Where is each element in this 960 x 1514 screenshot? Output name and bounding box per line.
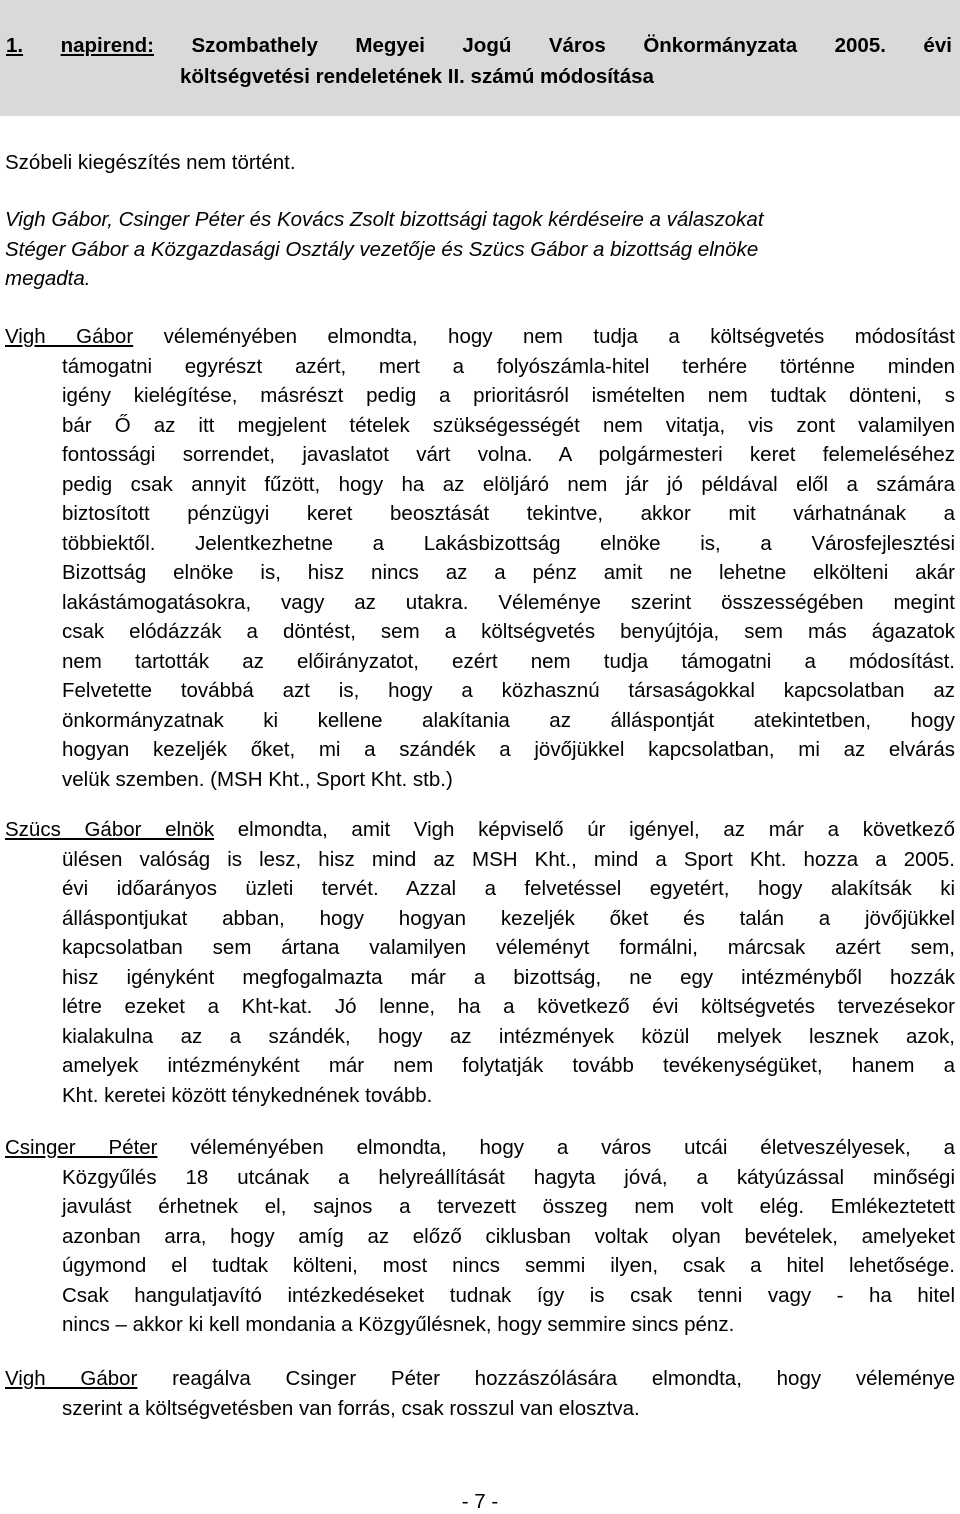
paragraph-line: úgymond el tudtak költeni, most nincs semmi ilyen, csak a hitel lehetősége. (62, 1254, 955, 1277)
paragraph-line: nem tartották az előirányzatot, ezért nem tudja támogatni a módosítást. (62, 649, 955, 673)
paragraph-line: fontossági sorrendet, javaslatot várt volna. A polgármesteri keret felemeléséhez (62, 443, 955, 466)
paragraph-first-line (5, 1364, 955, 1394)
answers-line: megadta. (5, 267, 91, 290)
paragraph-first-line (5, 815, 955, 845)
paragraph-line: hisz igényként megfogalmazta már a bizottság, ne egy intézményből hozzák (62, 965, 955, 989)
answers-line: Stéger Gábor a Közgazdasági Osztály vezetője és Szücs Gábor a bizottság elnöke (5, 237, 759, 261)
title-word: évi (923, 34, 952, 57)
paragraph-vigh-2 (5, 1364, 955, 1423)
paragraph-line: többiektől. Jelentkezhetne a Lakásbizottság elnöke is, a Városfejlesztési (62, 531, 955, 555)
paragraph-csinger (5, 1133, 955, 1340)
answers-paragraph (5, 205, 955, 294)
paragraph-line: Közgyűlés 18 utcának a helyreállítását hagyta jóvá, a kátyúzással minőségi (62, 1165, 955, 1189)
paragraph-line: létre ezeket a Kht-kat. Jó lenne, ha a következő évi költségvetés tervezésekor (62, 995, 955, 1018)
paragraph-line: Kht. keretei között ténykednének tovább. (62, 1083, 433, 1107)
paragraph-line-rest: reagálva Csinger Péter hozzászólására elmondta, hogy véleménye (137, 1367, 955, 1390)
intro-text: Szóbeli kiegészítés nem történt. (5, 151, 296, 174)
paragraph-line: biztosított pénzügyi keret beosztását tekintve, akkor mit várhatnának a (62, 502, 955, 525)
paragraph-line: évi időarányos üzleti tervét. Azzal a felvetéssel egyetért, hogy alakítsák ki (62, 877, 955, 900)
paragraph-line: támogatni egyrészt azért, mert a folyószámla-hitel terhére történne minden (62, 354, 955, 378)
paragraph-line: hogyan kezeljék őket, mi a szándék a jövőjükkel kapcsolatban, mi az elvárás (62, 738, 955, 761)
paragraph-line: önkormányzatnak ki kellene alakítania az álláspontját atekintetben, hogy (62, 708, 955, 732)
paragraph-vigh-1 (5, 322, 955, 794)
paragraph-line: álláspontjukat abban, hogy hogyan kezeljék őket és talán a jövőjükkel (62, 906, 955, 930)
title-word: Szombathely (191, 34, 318, 57)
paragraph-line-rest: véleményében elmondta, hogy nem tudja a költségvetés módosítást (133, 325, 955, 348)
paragraph-line: kapcsolatban sem ártana valamilyen véleményt formálni, márcsak azért sem, (62, 936, 955, 959)
paragraph-line: ülésen valóság is lesz, hisz mind az MSH Kht., mind a Sport Kht. hozza a 2005. (62, 847, 955, 871)
title-word: 2005. (834, 34, 886, 57)
page-number: - 7 - (461, 1490, 499, 1513)
paragraph-line: javulást érhetnek el, sajnos a tervezett összeg nem volt elég. Emlékeztetett (62, 1195, 955, 1218)
paragraph-line: pedig csak annyit fűzött, hogy ha az elöljáró nem jár jó példával elől a számára (62, 472, 955, 496)
paragraph-line: velük szemben. (MSH Kht., Sport Kht. stb.) (62, 767, 453, 791)
agenda-label: napirend: (60, 34, 154, 57)
paragraph-first-line (5, 1133, 955, 1163)
paragraph-szucs (5, 815, 955, 1110)
paragraph-line: Felvetette továbbá azt is, hogy a közhasznú társaságokkal kapcsolatban az (62, 679, 955, 702)
speaker-name: Szücs Gábor elnök (5, 818, 215, 841)
title-word: Megyei (355, 34, 425, 57)
paragraph-line: Csak hangulatjavító intézkedéseket tudnak így is csak tenni vagy - ha hitel (62, 1283, 955, 1307)
agenda-heading (6, 30, 952, 92)
paragraph-line: Bizottság elnöke is, hisz nincs az a pénz amit ne lehetne elkölteni akár (62, 561, 955, 584)
paragraph-line-rest: elmondta, amit Vigh képviselő úr igényel, az már a következő (214, 818, 955, 841)
paragraph-first-line (5, 322, 955, 352)
title-word: Jogú (462, 34, 512, 57)
paragraph-line: bár Ő az itt megjelent tételek szükségességét nem vitatja, vis zont valamilyen (62, 413, 955, 437)
speaker-name: Vigh Gábor (5, 1367, 138, 1390)
agenda-number: 1. (6, 34, 24, 57)
agenda-heading-line-2: költségvetési rendeletének II. számú módosítása (180, 65, 654, 88)
paragraph-line: csak elódázzák a döntést, sem a költségvetés benyújtója, sem más ágazatok (62, 620, 955, 643)
speaker-name: Vigh Gábor (5, 325, 134, 348)
title-word: Önkormányzata (643, 34, 798, 57)
answers-line: Vigh Gábor, Csinger Péter és Kovács Zsolt bizottsági tagok kérdéseire a válaszokat (5, 208, 764, 231)
agenda-heading-line-1 (6, 30, 952, 61)
paragraph-line: amelyek intézményként már nem folytatják tovább tevékenységüket, hanem a (62, 1054, 955, 1077)
paragraph-line: nincs – akkor ki kell mondania a Közgyűlésnek, hogy semmire sincs pénz. (62, 1313, 735, 1336)
title-word: Város (548, 34, 606, 57)
paragraph-line: igény kielégítése, másrészt pedig a prioritásról ismételten nem tudtak dönteni, s (62, 384, 955, 407)
paragraph-line-rest: véleményében elmondta, hogy a város utcái életveszélyesek, a (157, 1136, 955, 1159)
paragraph-line: szerint a költségvetésben van forrás, csak rosszul van elosztva. (62, 1396, 640, 1420)
paragraph-line: azonban arra, hogy amíg az előző ciklusban voltak olyan bevételek, amelyeket (62, 1224, 955, 1248)
paragraph-line: kialakulna az a szándék, hogy az intézmények közül melyek lesznek azok, (62, 1024, 955, 1048)
speaker-name: Csinger Péter (5, 1136, 158, 1159)
paragraph-line: lakástámogatásokra, vagy az utakra. Véleménye szerint összességében megint (62, 590, 955, 614)
